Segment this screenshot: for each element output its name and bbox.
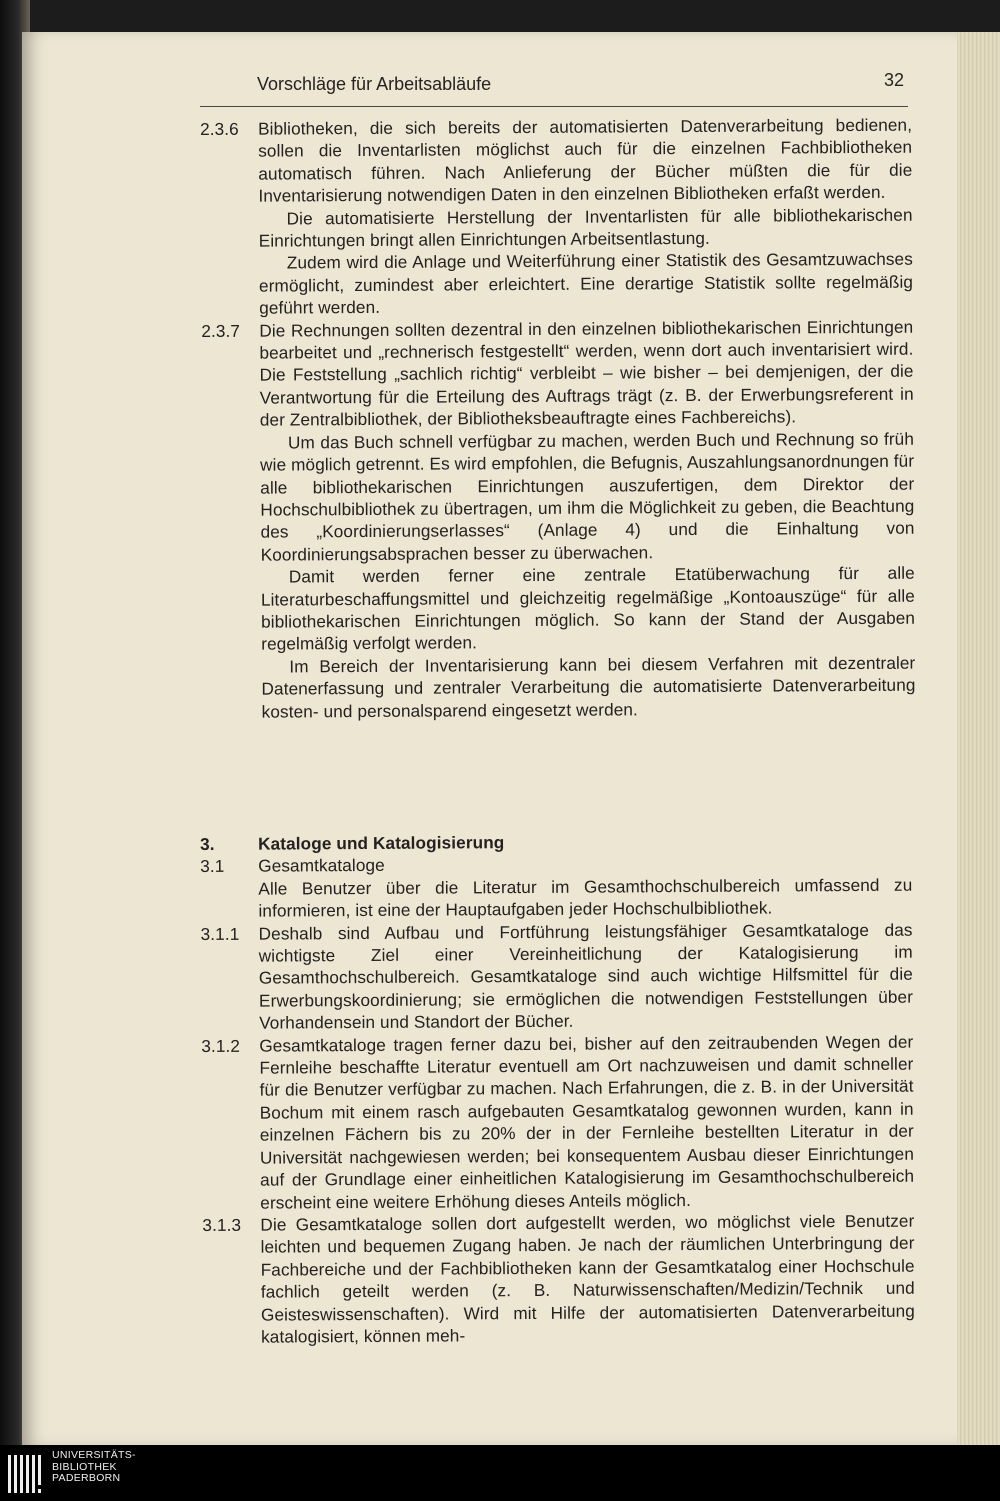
paragraph-number: 3.1	[200, 856, 225, 877]
page-number: 32	[884, 70, 905, 90]
paragraph-number: 2.3.6	[200, 118, 239, 139]
paragraph-text: Gesamtkataloge	[258, 855, 385, 877]
paragraph	[200, 114, 913, 208]
paragraph	[201, 1030, 914, 1214]
logo-line-1: UNIVERSITÄTS-	[52, 1449, 136, 1461]
paragraph	[203, 562, 916, 656]
library-logo-icon	[6, 1449, 48, 1497]
paragraph-number: 3.1.3	[202, 1214, 242, 1235]
paragraph-number: 2.3.7	[201, 320, 241, 341]
paragraph	[201, 315, 914, 431]
library-footer	[0, 1445, 1000, 1501]
paragraph-number: 3.1.1	[200, 923, 240, 944]
paragraph-number: 3.1.2	[201, 1035, 241, 1056]
paragraph	[201, 918, 914, 1034]
heading-text: Kataloge und Katalogisierung	[258, 832, 505, 854]
paragraph-text: Zudem wird die Anlage und Weiterführung einer Statistik des Gesamtzuwachses ermöglicht, zumindest aber erleichtert. Eine derartige Statistik sollte regelmäßig geführt werden.	[258, 249, 914, 318]
paragraph-number: 3.	[200, 833, 215, 854]
paragraph-text: Im Bereich der Inventarisierung kann bei diesem Verfahren mit dezentraler Datenerfassung und zentraler Verarbeitung die automatisierte Datenverarbeitung kosten- und personalsparend eingesetzt werden.	[261, 652, 916, 722]
paragraph-text: Die Gesamtkataloge sollen dort aufgestellt werden, wo möglichst viele Benutzer leichten und bequemen Zugang haben. Je nach der räumlichen Unterbringung der Fachbereiche und der Fachbibliotheken kann der Gesamtkatalog einer Hochschule fachlich geteilt werden (z. B. Naturwissenschaften/Medizin/Technik und Geisteswissenschaften). Wird mit Hilfe der automatisierten Datenverarbeitung katalogisiert, können meh-	[260, 1210, 915, 1347]
page-edges	[957, 32, 1000, 1445]
paragraph	[202, 1210, 915, 1349]
paragraph-text: Die automatisierte Herstellung der Inventarlisten für alle bibliothekarischen Einrichtungen bringt allen Einrichtungen Arbeitsentlastung.	[258, 204, 913, 251]
paragraph-text: Deshalb sind Aufbau und Fortführung leistungsfähiger Gesamtkataloge das wichtigste Ziel einer Vereinheitlichung der Katalogisierung im Gesamthochschulbereich. Gesamtkataloge sind auch wichtige Hilfsmittel für die Erwerbungskoordinierung; sie ermöglichen die notwendigen Feststellungen über Vorhandensein und Standort der Bücher.	[258, 919, 914, 1033]
paragraph	[200, 873, 912, 922]
paragraph	[201, 248, 913, 320]
paragraph-text: Alle Benutzer über die Literatur im Gesamthochschulbereich umfassend zu informieren, ist eine der Hauptaufgaben jeder Hochschulbibliothek.	[258, 874, 913, 921]
section-inventory	[200, 114, 916, 723]
logo-line-3: PADERBORN	[52, 1472, 121, 1484]
paragraph	[201, 203, 913, 252]
section-catalogues	[200, 829, 915, 1349]
paragraph-text: Gesamtkataloge tragen ferner dazu bei, bisher auf den zeitraubenden Wegen der Fernleihe beschaffte Literatur eventuell am Ort nachzuweisen und damit schneller für die Benutzer verfügbar zu machen. Nach Erfahrungen, die z. B. in der Universität Bochum mit einem rasch aufgebauten Gesamtkatalog gewonnen wurden, kann in einzelnen Fächern bis zu 20% der in der Fernleihe bestellten Literatur in der Universität nachgewiesen werden; bei konsequentem Ausbau dieser Einrichtungen auf der Grundlage einer einheitlichen Katalogisierung im Gesamthochschulbereich erscheint eine weitere Erhöhung dieses Anteils möglich.	[259, 1031, 915, 1213]
paragraph-text: Die Rechnungen sollten dezentral in den einzelnen bibliothekarischen Einrichtungen bearbeitet und „rechnerisch festgestellt“ werden, wenn dort auch inventarisiert wird. Die Feststellung „sachlich richtig“ verbleibt – wie bisher – bei demjenigen, der die Verantwortung für die Erteilung des Auftrags trägt (z. B. der Erwerbungsreferent in der Zentralbibliothek, der Bibliotheksbeauftragte eines Fachbereichs).	[259, 316, 914, 430]
paragraph-text: Damit werden ferner eine zentrale Etatüberwachung für alle Literaturbeschaffungsmittel und gleichzeitig regelmäßige „Kontoauszüge“ für alle bibliothekarischen Einrichtungen möglich. So kann der Stand der Ausgaben regelmäßig verfolgt werden.	[260, 562, 916, 654]
logo-line-2: BIBLIOTHEK	[52, 1460, 117, 1473]
paragraph-text: Bibliotheken, die sich bereits der automatisierten Datenverarbeitung bedienen, sollen die Inventarlisten möglichst auch für die einzelnen Fachbibliotheken automatisch führen. Nach Anlieferung der Bücher müßten die für die Inventarisierung notwendigen Daten in den einzelnen Bibliotheken erfaßt werden.	[258, 114, 913, 206]
library-logo-text	[52, 1450, 136, 1485]
header-rule	[200, 106, 908, 107]
paragraph	[202, 427, 915, 566]
paragraph	[203, 651, 915, 723]
running-header-title: Vorschläge für Arbeitsabläufe	[257, 74, 492, 94]
paragraph-text: Um das Buch schnell verfügbar zu machen, werden Buch und Rechnung so früh wie möglich getrennt. Es wird empfohlen, die Befugnis, Auszahlungsanordnungen für alle bibliothekarischen Einrichtungen auszufertigen, dem Direktor der Hochschulbibliothek zu übertragen, um ihm die Möglichkeit zu geben, die Beachtung des „Koordinierungserlasses“ (Anlage 4) und die Einhaltung von Koordinierungsabsprachen besser zu überwachen.	[260, 428, 915, 565]
